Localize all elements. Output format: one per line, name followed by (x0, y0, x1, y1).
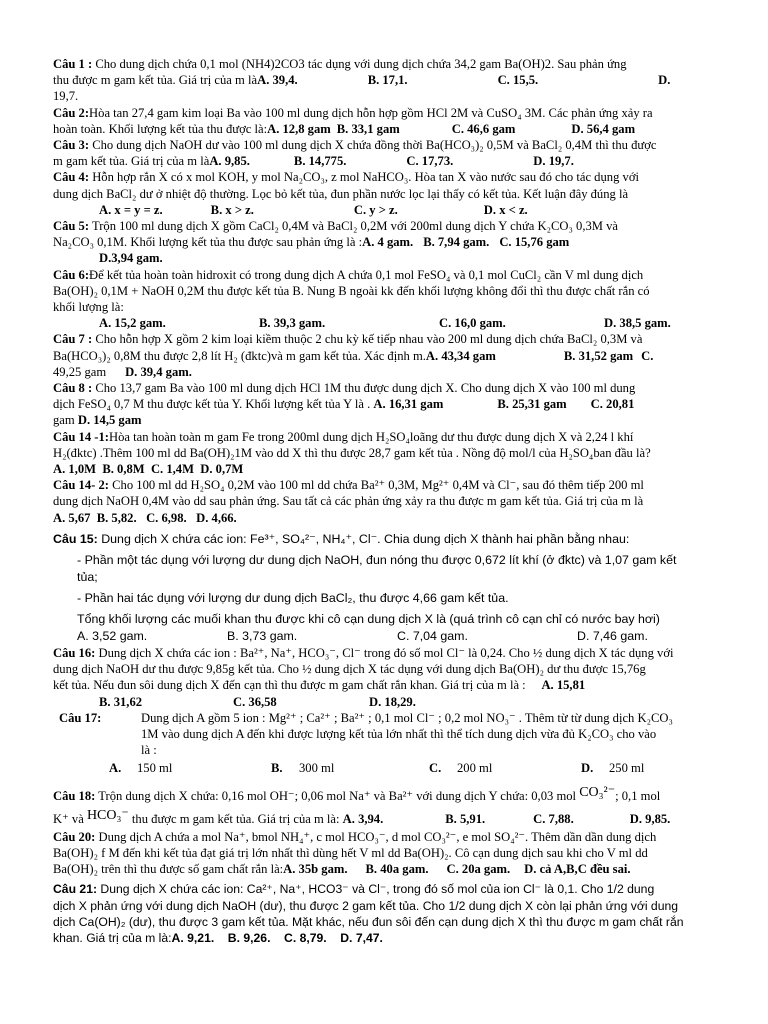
question-text: thu được m gam kết tủa. Giá trị của m là (53, 73, 258, 88)
bicarbonate-formula: HCO₃⁻ (86, 807, 129, 823)
question-label: Câu 5: (53, 219, 90, 234)
option-a: A. 15,2 gam. (99, 316, 166, 331)
option-c: C. (641, 348, 654, 363)
question-text: Dung dịch A gồm 5 ion : Mg²⁺ ; Ca²⁺ ; Ba²⁺ ; 0,1 mol Cl⁻ ; 0,2 mol NO₃⁻ . Thêm từ từ dung dịch K₂CO₃ (141, 710, 673, 725)
question-1 (53, 56, 717, 72)
question-text: Ba(HCO₃)₂ 0,8M thu được 2,8 lít H₂ (đktc)và m gam kết tủa. Xác định m. (53, 348, 426, 363)
option-b: B. x > z. (210, 202, 254, 217)
question-text: Để kết tủa hoàn toàn hidroxit có trong dung dịch A chứa 0,1 mol FeSO₄ và 0,1 mol CuCl₂ cần V ml dung dịch (89, 267, 644, 282)
question-label: Câu 1 : (53, 57, 93, 71)
option-b: B. 5,91. (445, 811, 486, 826)
option-b: B. 3,73 gam. (227, 628, 298, 643)
question-text: khối lượng là: (53, 300, 124, 315)
option-b: B. 31,52 gam (563, 348, 634, 363)
question-text: dung dịch NaOH 0,4M vào dd sau phản ứng. Sau tất cả các phản ứng xảy ra thu được m gam kết tủa. Giá trị của m là (53, 494, 644, 509)
question-text: Dung dịch X chứa các ion: Ca²⁺, Na⁺, HCO3⁻ và Cl⁻, trong đó số mol của ion Cl⁻ là 0,1. Cho 1/2 dung (97, 882, 655, 897)
option-d-value: 19,7. (53, 89, 79, 104)
question-18 (53, 783, 717, 806)
option-a: A. 12,8 gam (267, 121, 331, 136)
question-17 (53, 710, 717, 759)
question-text: dịch X phản ứng với dung dịch NaOH (dư), thu được 2 gam kết tủa. Cho 1/2 dung dịch X còn lại phản ứng với dung (53, 898, 679, 913)
question-label: Câu 6: (53, 267, 90, 282)
option-a: A. 9,85. (209, 154, 250, 169)
question-text: Dung dịch A chứa a mol Na⁺, bmol NH₄⁺, c mol HCO₃⁻, d mol CO₃²⁻, e mol SO₄²⁻. Thêm dần dần dung dịch (95, 829, 657, 844)
question-text: Cho 100 ml dd H₂SO₄ 0,2M vào 100 ml dd chứa Ba²⁺ 0,3M, Mg²⁺ 0,4M và Cl⁻, sau đó thêm tiếp 200 ml (108, 478, 644, 493)
question-text: Hỗn hợp rắn X có x mol KOH, y mol Na₂CO₃, z mol NaHCO₃. Hòa tan X vào nước sau đó cho tác dụng với (89, 170, 639, 185)
question-8 (53, 380, 717, 396)
carbonate-formula: CO₃²⁻ (579, 784, 616, 800)
option-c: C. 15,76 gam (499, 235, 570, 250)
option-b: B. 17,1. (367, 73, 408, 88)
option-d: D. 4,66. (196, 510, 237, 525)
option-a: A. 16,31 gam (373, 397, 444, 412)
question-5-options (53, 234, 717, 250)
option-d: D. cả A,B,C đều sai. (524, 861, 631, 876)
option-b: B. 39,3 gam. (259, 316, 326, 331)
option-b-value: 300 ml (299, 761, 335, 776)
question-16-options (53, 694, 717, 710)
option-d: D. 9,85. (629, 811, 671, 826)
worksheet (53, 56, 717, 947)
question-label: Câu 15: (53, 531, 98, 546)
question-21 (53, 881, 717, 947)
question-8-options (53, 396, 717, 412)
question-label: Câu 18: (53, 788, 96, 803)
option-b: B. 5,82. (96, 510, 137, 525)
option-c: C. 20a gam. (446, 861, 511, 876)
option-a: A. 5,67 (53, 510, 91, 525)
question-label: Câu 20: (53, 829, 96, 844)
question-3-options (53, 153, 717, 169)
question-text: Dung dịch X chứa các ion : Ba²⁺, Na⁺, HCO₃⁻, Cl⁻ trong đó số mol Cl⁻ là 0,24. Cho ½ dung dịch X tác dụng với (95, 645, 674, 660)
question-text: Trộn dung dịch X chứa: 0,16 mol OH⁻; 0,06 mol Na⁺ và Ba²⁺ với dung dịch Y chứa: 0,03 mol (95, 788, 580, 803)
question-text: dịch Ca(OH)₂ (dư), thu được 3 gam kết tủa. Mặt khác, nếu đun sôi đến cạn dung dịch X thì thu được m gam chất rắn (53, 914, 684, 929)
question-3 (53, 137, 717, 153)
question-21-options (53, 930, 717, 946)
option-a: A. 9,21. (171, 931, 215, 946)
option-b: B. 25,31 gam (497, 397, 567, 412)
option-b: B. 0,8M (102, 462, 145, 477)
question-text: Cho dung dịch chứa 0,1 mol (NH4)2CO3 tác dụng với dung dịch chứa 34,2 gam Ba(OH)2. Sau phản ứng (92, 57, 627, 71)
option-d: D. 56,4 gam (571, 121, 636, 136)
option-b: B. 7,94 gam. (423, 235, 490, 250)
option-c-value: 200 ml (457, 761, 493, 776)
question-15-options (53, 628, 717, 645)
option-a: A. 15,81 (541, 678, 586, 693)
question-14-1 (53, 429, 717, 445)
option-b: B. 33,1 gam (336, 121, 400, 136)
question-text: là : (141, 743, 157, 758)
question-15 (53, 531, 717, 645)
question-text: Cho dung dịch NaOH dư vào 100 ml dung dịch X chứa đồng thời Ba(HCO₃)₂ 0,5M và BaCl₂ 0,4M thì thu được (89, 138, 657, 153)
question-text: Dung dịch X chứa các ion: Fe³⁺, SO₄²⁻, NH₄⁺, Cl⁻. Chia dung dịch X thành hai phần bằng nhau: (97, 531, 630, 546)
question-text: K⁺ và (53, 811, 87, 826)
option-d: D. 0,7M (200, 462, 244, 477)
option-c: C. 6,98. (146, 510, 187, 525)
option-c: C. 7,88. (533, 811, 574, 826)
question-label: Câu 4: (53, 170, 90, 185)
option-c: C. (429, 761, 442, 776)
question-14-2-options (53, 510, 717, 526)
question-4-options (53, 202, 717, 218)
question-text: m gam kết tủa. Giá trị của m là (53, 154, 210, 169)
question-text: khan. Giá trị của m là: (53, 931, 172, 946)
question-text: Na₂CO₃ 0,1M. Khối lượng kết tủa thu được sau phản ứng là : (53, 235, 363, 250)
option-a: A. 39,4. (257, 73, 298, 88)
question-14-1-options (53, 461, 717, 477)
option-d: D. 19,7. (533, 154, 574, 169)
option-a: A. (109, 761, 122, 776)
option-d: D. 39,4 gam. (125, 364, 192, 379)
question-2-options (53, 121, 717, 137)
question-17-options (53, 760, 717, 776)
option-d: D. 38,5 gam. (604, 316, 671, 331)
question-label: Câu 16: (53, 645, 96, 660)
question-text (53, 677, 717, 693)
question-part-1: - Phần một tác dụng với lượng dư dung dịch NaOH, đun nóng thu được 0,672 lít khí (ở đktc) và 1,07 gam kết (77, 552, 677, 567)
option-c: C. 16,0 gam. (439, 316, 506, 331)
question-text-line3: kết tủa. Nếu đun sôi dung dịch X đến cạn thì thu được m gam chất rắn khan. Giá trị của m là : (53, 678, 526, 693)
option-b: B. 9,26. (227, 931, 271, 946)
option-c: C. 20,81 (590, 397, 635, 412)
option-c: C. 7,04 gam. (397, 628, 468, 643)
question-text: thu được m gam kết tủa. Giá trị của m là: (128, 811, 343, 826)
option-b: B. (271, 761, 283, 776)
question-text: H₂(đktc) .Thêm 100 ml dd Ba(OH)₂1M vào dd X thì thu được 28,7 gam kết tủa . Nồng độ mol/l của H₂SO₄ban đầu là? (53, 445, 651, 460)
question-20 (53, 829, 717, 845)
option-a: A. x = y = z. (99, 202, 163, 217)
option-b: B. 14,775. (293, 154, 347, 169)
question-18-line2 (53, 806, 717, 829)
option-a: A. 43,34 gam (425, 348, 496, 363)
question-20-options (53, 861, 717, 877)
option-c: C. 8,79. (284, 931, 327, 946)
option-c: C. 15,5. (497, 73, 539, 88)
option-c: C. 36,58 (233, 694, 277, 709)
question-14-2 (53, 477, 717, 493)
option-a: A. 1,0M (53, 462, 97, 477)
option-a: A. 35b gam. (283, 861, 348, 876)
option-d: D. x < z. (483, 202, 528, 217)
option-a: A. 3,52 gam. (77, 628, 148, 643)
option-d: D. 14,5 gam (77, 413, 142, 428)
question-text: Hòa tan 27,4 gam kim loại Ba vào 100 ml dung dịch hỗn hợp gồm HCl 2M và CuSO₄ 3M. Các phản ứng xảy ra (89, 105, 653, 120)
question-part-2: - Phần hai tác dụng với lượng dư dung dịch BaCl₂, thu được 4,66 gam kết tủa. (77, 590, 509, 605)
option-d: D. 7,46 gam. (577, 628, 648, 643)
option-d: D. (581, 761, 594, 776)
question-label: Câu 3: (53, 138, 90, 153)
question-text: Ba(OH)₂ f M đến khi kết tủa đạt giá trị lớn nhất thì dùng hết V ml dd Ba(OH)₂. Cô cạn dung dịch sau khi cho V ml dd (53, 845, 648, 860)
question-text: Ba(OH)₂ 0,1M + NaOH 0,2M thu được kết tủa B. Nung B ngoài kk đến khối lượng không đổi thì thu được chất rắn có (53, 283, 650, 298)
option-d: D. 7,47. (340, 931, 383, 946)
question-label: Câu 21: (53, 882, 98, 897)
question-label: Câu 17: (59, 710, 102, 725)
option-a: A. 3,94. (342, 811, 384, 826)
question-text: Trộn 100 ml dung dịch X gồm CaCl₂ 0,4M và BaCl₂ 0,2M với 200ml dung dịch Y chứa K₂CO₃ 0,3M và (89, 219, 619, 234)
option-d: D. (658, 73, 671, 88)
question-label: Câu 8 : (53, 381, 93, 396)
question-label: Câu 14- 2: (53, 478, 109, 493)
question-label: Câu 2: (53, 105, 90, 120)
question-7-options (53, 348, 717, 364)
option-c: C. 1,4M (150, 462, 194, 477)
question-text: dung dịch NaOH dư thu được 9,85g kết tủa. Cho ½ dung dịch X tác dụng với dung dịch Ba(OH)₂ dư thu được 15,76g (53, 662, 646, 677)
option-c: C. 46,6 gam (451, 121, 516, 136)
question-text: dung dịch BaCl₂ dư ở nhiệt độ thường. Lọc bỏ kết tủa, đun phần nước lọc lại thấy có kết tủa. Kết luận đây đúng là (53, 186, 629, 201)
question-part-3: Tổng khối lượng các muối khan thu được khi cô cạn dung dịch X là (quá trình cô cạn chỉ có nước bay hơi) (77, 611, 660, 626)
option-d: D. 18,29. (369, 694, 416, 709)
option-b: B. 40a gam. (365, 861, 429, 876)
question-16 (53, 645, 717, 661)
question-text: dịch FeSO₄ 0,7 M thu được kết tủa Y. Khối lượng kết tủa Y là . (53, 397, 371, 412)
question-text: Cho 13,7 gam Ba vào 100 ml dung dịch HCl 1M thu được dung dịch X. Cho dung dịch X vào 100 ml dung (92, 381, 636, 396)
question-part-1-cont: tủa; (77, 569, 98, 584)
question-text: hoàn toàn. Khối lượng kết tủa thu được là: (53, 121, 268, 136)
question-label: Câu 14 -1: (53, 429, 109, 444)
question-label: Câu 7 : (53, 332, 93, 347)
option-b: B. 31,62 (99, 694, 143, 709)
option-c: C. y > z. (353, 202, 398, 217)
question-2 (53, 105, 717, 121)
question-4 (53, 169, 717, 185)
question-7 (53, 331, 717, 347)
option-a-value: 150 ml (137, 761, 173, 776)
question-5 (53, 218, 717, 234)
question-text: Hòa tan hoàn toàn m gam Fe trong 200ml dung dịch H₂SO₄loãng dư thu được dung dịch X và 2,24 l khí (108, 429, 634, 444)
option-d: D.3,94 gam. (99, 251, 163, 266)
option-c-value: 49,25 gam (53, 364, 107, 379)
option-a: A. 4 gam. (362, 235, 414, 250)
option-d-value: 250 ml (609, 761, 645, 776)
question-text: 1M vào dung dịch A đến khi được lượng kết tủa lớn nhất thì thể tích dung dịch vừa đủ K₂CO₃ cho vào (141, 726, 657, 741)
question-text: Ba(OH)₂ trên thì thu được số gam chất rắn là: (53, 861, 284, 876)
question-6-options (53, 315, 717, 331)
question-text: Cho hỗn hợp X gồm 2 kim loại kiềm thuộc 2 chu kỳ kế tiếp nhau vào 200 ml dung dịch chứa BaCl₂ 0,3M và (92, 332, 643, 347)
question-1-options (53, 72, 717, 88)
question-text: ; 0,1 mol (615, 788, 661, 803)
option-c-value: gam (53, 413, 75, 428)
option-c: C. 17,73. (406, 154, 454, 169)
question-6 (53, 267, 717, 283)
